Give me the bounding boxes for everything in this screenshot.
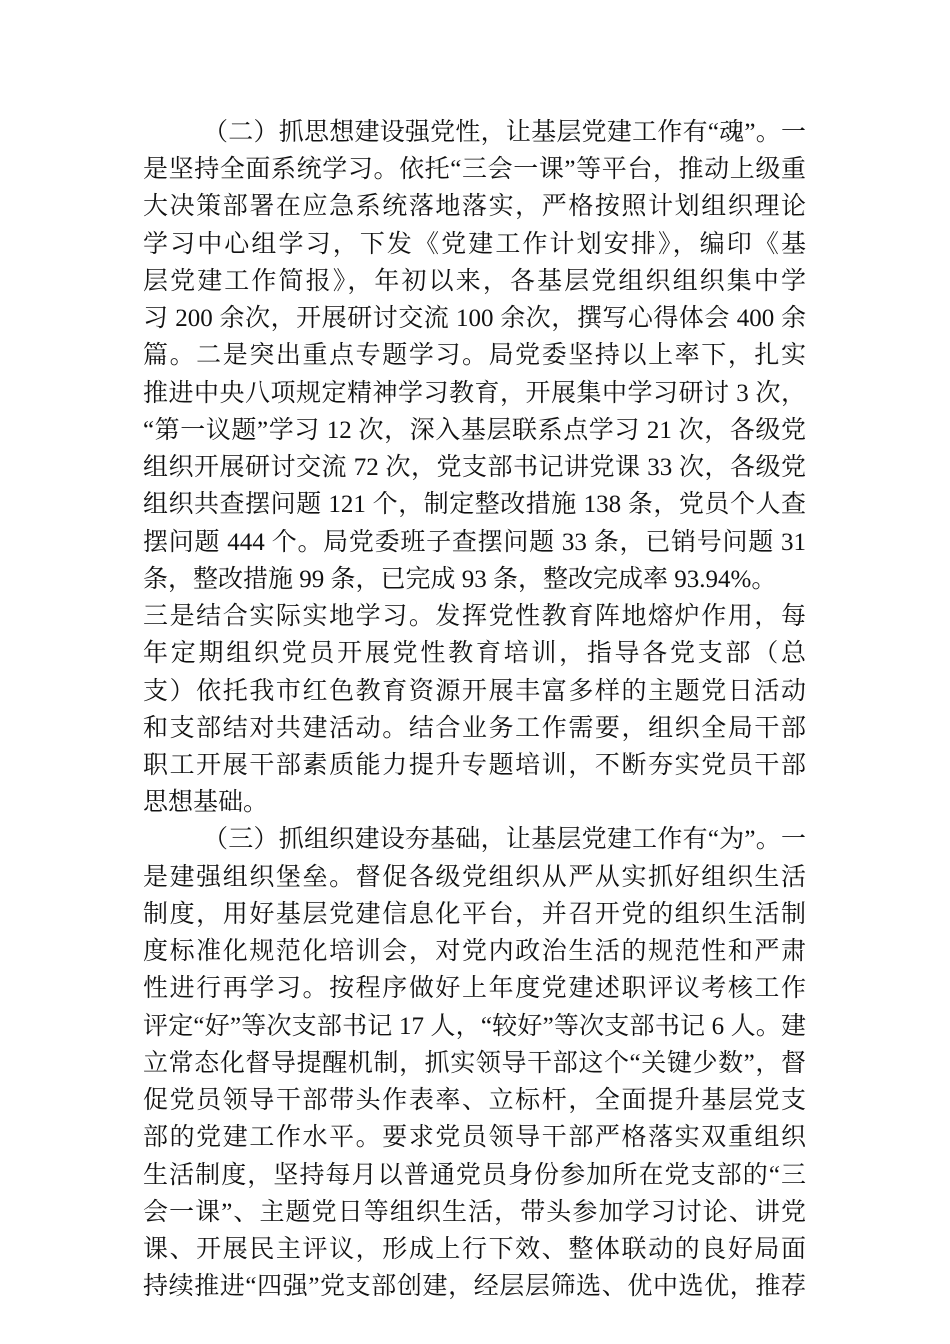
text-line: 条，整改措施 99 条，已完成 93 条，整改完成率 93.94%。 bbox=[143, 565, 777, 593]
text-line: 思想基础。 bbox=[143, 789, 269, 817]
text-line: 学习中心组学习，下发《党建工作计划安排》，编印《基 bbox=[143, 230, 806, 258]
paragraph bbox=[143, 114, 806, 821]
text-line: 课、开展民主评议，形成上行下效、整体联动的良好局面 bbox=[143, 1236, 806, 1264]
paragraph bbox=[143, 821, 806, 1305]
text-line: 三是结合实际实地学习。发挥党性教育阵地熔炉作用，每 bbox=[143, 603, 806, 631]
text-line: 大决策部署在应急系统落地落实，严格按照计划组织理论 bbox=[143, 193, 806, 221]
text-line: 是建强组织堡垒。督促各级党组织从严从实抓好组织生活 bbox=[143, 863, 806, 891]
text-line: 是坚持全面系统学习。依托“三会一课”等平台，推动上级重 bbox=[143, 156, 806, 184]
text-line: 层党建工作简报》，年初以来，各基层党组织组织集中学 bbox=[143, 267, 806, 295]
text-line: 篇。二是突出重点专题学习。局党委坚持以上率下，扎实 bbox=[143, 342, 806, 370]
text-line: 组织共查摆问题 121 个，制定整改措施 138 条，党员个人查 bbox=[143, 491, 806, 519]
text-line: 立常态化督导提醒机制，抓实领导干部这个“关键少数”，督 bbox=[143, 1049, 806, 1077]
text-line: 组织开展研讨交流 72 次，党支部书记讲党课 33 次，各级党 bbox=[143, 454, 806, 482]
text-line: （二）抓思想建设强党性，让基层党建工作有“魂”。一 bbox=[203, 119, 806, 146]
text-line: 持续推进“四强”党支部创建，经层层筛选、优中选优，推荐 bbox=[143, 1273, 806, 1301]
document-page bbox=[143, 114, 806, 1306]
text-line: 习 200 余次，开展研讨交流 100 余次，撰写心得体会 400 余 bbox=[143, 305, 806, 333]
text-line: 推进中央八项规定精神学习教育，开展集中学习研讨 3 次， bbox=[143, 379, 806, 407]
text-line: （三）抓组织建设夯基础，让基层党建工作有“为”。一 bbox=[203, 826, 806, 854]
text-line: 支）依托我市红色教育资源开展丰富多样的主题党日活动 bbox=[143, 677, 806, 705]
text-line: “第一议题”学习 12 次，深入基层联系点学习 21 次，各级党 bbox=[143, 416, 806, 444]
text-line: 度标准化规范化培训会，对党内政治生活的规范性和严肃 bbox=[143, 938, 806, 966]
text-line: 促党员领导干部带头作表率、立标杆，全面提升基层党支 bbox=[143, 1087, 806, 1115]
text-line: 会一课”、主题党日等组织生活，带头参加学习讨论、讲党 bbox=[143, 1198, 806, 1226]
text-line: 摆问题 444 个。局党委班子查摆问题 33 条，已销号问题 31 bbox=[143, 528, 806, 556]
text-line: 职工开展干部素质能力提升专题培训，不断夯实党员干部 bbox=[143, 751, 806, 779]
text-line: 年定期组织党员开展党性教育培训，指导各党支部（总 bbox=[143, 640, 806, 668]
text-line: 性进行再学习。按程序做好上年度党建述职评议考核工作 bbox=[143, 975, 806, 1003]
text-line: 和支部结对共建活动。结合业务工作需要，组织全局干部 bbox=[143, 714, 806, 742]
text-line: 制度，用好基层党建信息化平台，并召开党的组织生活制 bbox=[143, 900, 806, 928]
text-line: 评定“好”等次支部书记 17 人，“较好”等次支部书记 6 人。建 bbox=[143, 1012, 806, 1040]
text-line: 生活制度，坚持每月以普通党员身份参加所在党支部的“三 bbox=[143, 1161, 806, 1189]
text-line: 部的党建工作水平。要求党员领导干部严格落实双重组织 bbox=[143, 1124, 806, 1152]
